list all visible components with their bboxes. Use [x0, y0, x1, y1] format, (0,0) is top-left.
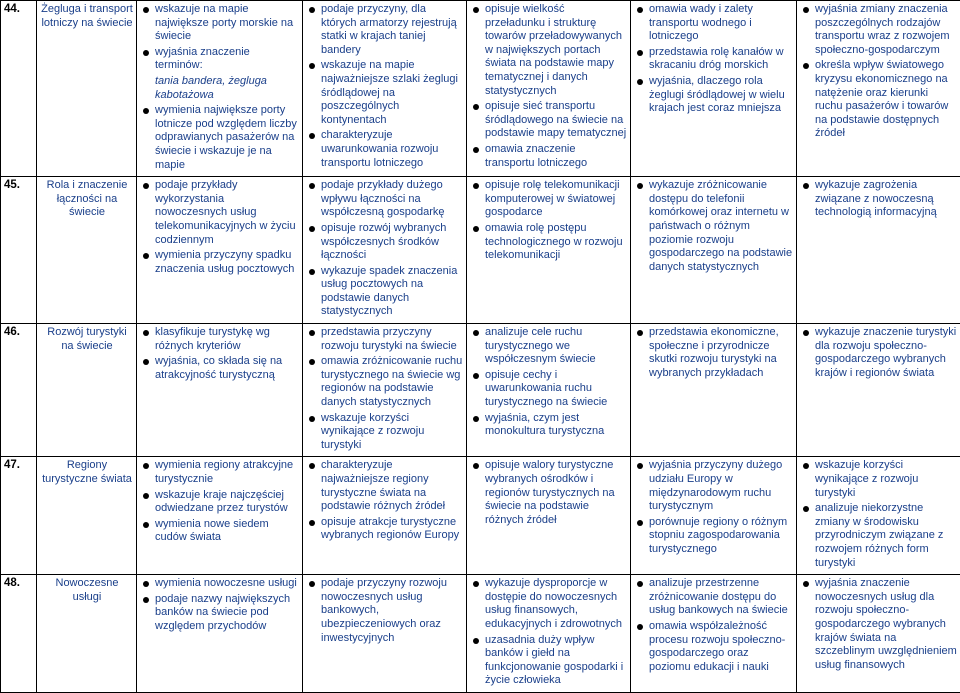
- requirement-item: wykazuje spadek znaczenia usług pocztowych na podstawie danych statystycznych: [307, 265, 463, 319]
- requirement-item: wykazuje zagrożenia związane z nowoczesną technologią informacyjną: [801, 179, 957, 220]
- requirement-item: wyjaśnia przyczyny dużego udziału Europy w międzynarodowym ruchu turystycznym: [635, 459, 793, 513]
- requirement-item: analizuje przestrzenne zróżnicowanie dostępu do usług bankowych na świecie: [635, 577, 793, 618]
- lesson-number: 48.: [1, 575, 37, 693]
- requirements-cell-d: [631, 457, 797, 575]
- requirements-cell-e: [797, 324, 960, 457]
- requirement-item: wskazuje korzyści wynikające z rozwoju turystyki: [307, 412, 463, 453]
- requirements-cell-e: [797, 1, 960, 177]
- requirement-item: wymienia przyczyny spadku znaczenia usług pocztowych: [141, 249, 299, 276]
- requirement-item: omawia rolę postępu technologicznego w rozwoju telekomunikacji: [471, 222, 627, 263]
- requirements-cell-b: [303, 1, 467, 177]
- requirement-item: analizuje niekorzystne zmiany w środowisku przyrodniczym związane z rozwojem różnych form turystyki: [801, 502, 957, 570]
- requirements-list: [141, 179, 299, 276]
- requirements-cell-e: [797, 177, 960, 324]
- requirement-item: wykazuje dysproporcje w dostępie do nowoczesnych usług finansowych, edukacyjnych i zdrowotnych: [471, 577, 627, 631]
- requirement-item: wyjaśnia, co składa się na atrakcyjność turystyczną: [141, 355, 299, 382]
- requirements-cell-e: [797, 457, 960, 575]
- requirements-list: [141, 577, 299, 633]
- requirement-item: uzasadnia duży wpływ banków i giełd na funkcjonowanie gospodarki i życie człowieka: [471, 634, 627, 688]
- requirements-list: [801, 577, 957, 672]
- requirements-list: [141, 326, 299, 382]
- requirements-list: [635, 3, 793, 116]
- requirements-cell-b: [303, 575, 467, 693]
- requirement-item: wyjaśnia, czym jest monokultura turystyczna: [471, 412, 627, 439]
- requirement-item: opisuje rolę telekomunikacji komputerowej w światowej gospodarce: [471, 179, 627, 220]
- requirements-list: [801, 326, 957, 380]
- requirements-list: [471, 577, 627, 688]
- requirement-item: porównuje regiony o różnym stopniu zagospodarowania turystycznego: [635, 516, 793, 557]
- requirement-item: wymienia największe porty lotnicze pod względem liczby odprawianych pasażerów na świecie i wskazuje je na mapie: [141, 104, 299, 172]
- requirement-item: wymienia nowe siedem cudów świata: [141, 518, 299, 545]
- requirements-list: [307, 3, 463, 170]
- table-row: [1, 575, 960, 693]
- requirement-item: opisuje walory turystyczne wybranych ośrodków i regionów turystycznych na świecie na podstawie różnych źródeł: [471, 459, 627, 527]
- requirements-cell-a: [137, 177, 303, 324]
- requirements-list: [801, 3, 957, 141]
- lesson-topic: Żegluga i transport lotniczy na świecie: [37, 1, 137, 177]
- requirement-item: wyjaśnia znaczenie terminów:: [141, 46, 299, 73]
- requirements-cell-b: [303, 324, 467, 457]
- requirements-cell-b: [303, 457, 467, 575]
- requirement-item: omawia wady i zalety transportu wodnego i lotniczego: [635, 3, 793, 44]
- lesson-topic: Rola i znaczenie łączności na świecie: [37, 177, 137, 324]
- requirement-item: wyjaśnia znaczenie nowoczesnych usług dla rozwoju społeczno-gospodarczego wybranych krajów świata na szczeblinym uwzględnieniem usług finansowych: [801, 577, 957, 672]
- requirement-item: przedstawia ekonomiczne, społeczne i przyrodnicze skutki rozwoju turystyki na wybranych przykładach: [635, 326, 793, 380]
- requirements-list: [471, 179, 627, 263]
- requirement-item: opisuje sieć transportu śródlądowego na świecie na podstawie mapy tematycznej: [471, 100, 627, 141]
- requirements-cell-a: [137, 1, 303, 177]
- requirement-item: podaje przykłady dużego wpływu łączności na współczesną gospodarkę: [307, 179, 463, 220]
- requirement-item: wyjaśnia, dlaczego rola żeglugi śródlądowej w wielu krajach jest coraz mniejsza: [635, 75, 793, 116]
- requirements-list: [801, 179, 957, 220]
- requirements-cell-c: [467, 324, 631, 457]
- requirements-list: [635, 326, 793, 380]
- requirement-item: wskazuje kraje najczęściej odwiedzane przez turystów: [141, 489, 299, 516]
- requirements-cell-c: [467, 457, 631, 575]
- requirements-list: [307, 459, 463, 543]
- requirements-list: [307, 577, 463, 645]
- requirements-list: [471, 3, 627, 170]
- requirement-item: wykazuje zróżnicowanie dostępu do telefonii komórkowej oraz internetu w państwach o różnym poziomie rozwoju gospodarczego na podstawie danych statystycznych: [635, 179, 793, 274]
- lesson-number: 44.: [1, 1, 37, 177]
- requirements-cell-d: [631, 177, 797, 324]
- requirements-cell-a: [137, 324, 303, 457]
- requirements-list: [307, 179, 463, 319]
- requirement-item: określa wpływ światowego kryzysu ekonomicznego na natężenie oraz kierunki ruchu pasażerów i towarów na podstawie dostępnych źródeł: [801, 59, 957, 141]
- lesson-topic: Rozwój turystyki na świecie: [37, 324, 137, 457]
- requirement-item: wskazuje na mapie największe porty morskie na świecie: [141, 3, 299, 44]
- requirements-cell-d: [631, 575, 797, 693]
- requirement-item: omawia znaczenie transportu lotniczego: [471, 143, 627, 170]
- requirements-list: [141, 459, 299, 545]
- requirement-item: podaje nazwy największych banków na świecie pod względem przychodów: [141, 593, 299, 634]
- requirement-item: klasyfikuje turystykę wg różnych kryteriów: [141, 326, 299, 353]
- requirement-item: charakteryzuje najważniejsze regiony turystyczne świata na podstawie różnych źródeł: [307, 459, 463, 513]
- requirements-cell-d: [631, 324, 797, 457]
- requirement-item: analizuje cele ruchu turystycznego we współczesnym świecie: [471, 326, 627, 367]
- requirements-list: [471, 459, 627, 527]
- table-row: [1, 457, 960, 575]
- requirements-cell-e: [797, 575, 960, 693]
- requirement-item: przedstawia przyczyny rozwoju turystyki na świecie: [307, 326, 463, 353]
- requirements-list: [307, 326, 463, 452]
- requirement-item: podaje przyczyny, dla których armatorzy rejestrują statki w krajach taniej bandery: [307, 3, 463, 57]
- requirement-item: omawia współzależność procesu rozwoju społeczno-gospodarczego oraz poziomu edukacji i nauki: [635, 620, 793, 674]
- requirement-item: podaje przykłady wykorzystania nowoczesnych usług telekomunikacyjnych w życiu codziennym: [141, 179, 299, 247]
- requirements-list: [801, 459, 957, 570]
- requirements-list: [141, 3, 299, 172]
- lesson-number: 47.: [1, 457, 37, 575]
- requirements-cell-a: [137, 575, 303, 693]
- requirement-item: opisuje cechy i uwarunkowania ruchu turystycznego na świecie: [471, 369, 627, 410]
- requirements-cell-c: [467, 575, 631, 693]
- table-row: [1, 1, 960, 177]
- requirement-item: opisuje wielkość przeładunku i strukturę towarów przeładowywanych w największych portach świata na podstawie mapy tematycznej i danych statystycznych: [471, 3, 627, 98]
- requirements-list: [471, 326, 627, 439]
- table-row: [1, 177, 960, 324]
- requirements-cell-a: [137, 457, 303, 575]
- requirement-item: wymienia regiony atrakcyjne turystycznie: [141, 459, 299, 486]
- requirements-cell-c: [467, 1, 631, 177]
- lesson-number: 45.: [1, 177, 37, 324]
- requirements-list: [635, 179, 793, 274]
- requirements-cell-c: [467, 177, 631, 324]
- requirement-item: przedstawia rolę kanałów w skracaniu dróg morskich: [635, 46, 793, 73]
- lesson-topic: Regiony turystyczne świata: [37, 457, 137, 575]
- requirement-item: opisuje atrakcje turystyczne wybranych regionów Europy: [307, 516, 463, 543]
- requirement-item: wymienia nowoczesne usługi: [141, 577, 299, 591]
- requirement-item: wykazuje znaczenie turystyki dla rozwoju społeczno-gospodarczego wybranych krajów i regionów świata: [801, 326, 957, 380]
- requirement-item: wskazuje korzyści wynikające z rozwoju turystyki: [801, 459, 957, 500]
- requirement-item: omawia zróżnicowanie ruchu turystycznego na świecie wg regionów na podstawie danych statystycznych: [307, 355, 463, 409]
- table-row: [1, 324, 960, 457]
- lesson-topic: Nowoczesne usługi: [37, 575, 137, 693]
- lesson-number: 46.: [1, 324, 37, 457]
- requirement-item: opisuje rozwój wybranych współczesnych środków łączności: [307, 222, 463, 263]
- requirement-item: wyjaśnia zmiany znaczenia poszczególnych rodzajów transportu wraz z rozwojem społeczno-gospodarczym: [801, 3, 957, 57]
- requirements-list: [635, 577, 793, 674]
- requirement-item: wskazuje na mapie najważniejsze szlaki żeglugi śródlądowej na poszczególnych kontynentach: [307, 59, 463, 127]
- requirement-item: podaje przyczyny rozwoju nowoczesnych usług bankowych, ubezpieczeniowych oraz inwestycyjnych: [307, 577, 463, 645]
- requirement-item: tania bandera, żegluga kabotażowa: [141, 75, 299, 102]
- requirements-cell-b: [303, 177, 467, 324]
- requirement-item: charakteryzuje uwarunkowania rozwoju transportu lotniczego: [307, 129, 463, 170]
- requirements-list: [635, 459, 793, 556]
- requirements-cell-d: [631, 1, 797, 177]
